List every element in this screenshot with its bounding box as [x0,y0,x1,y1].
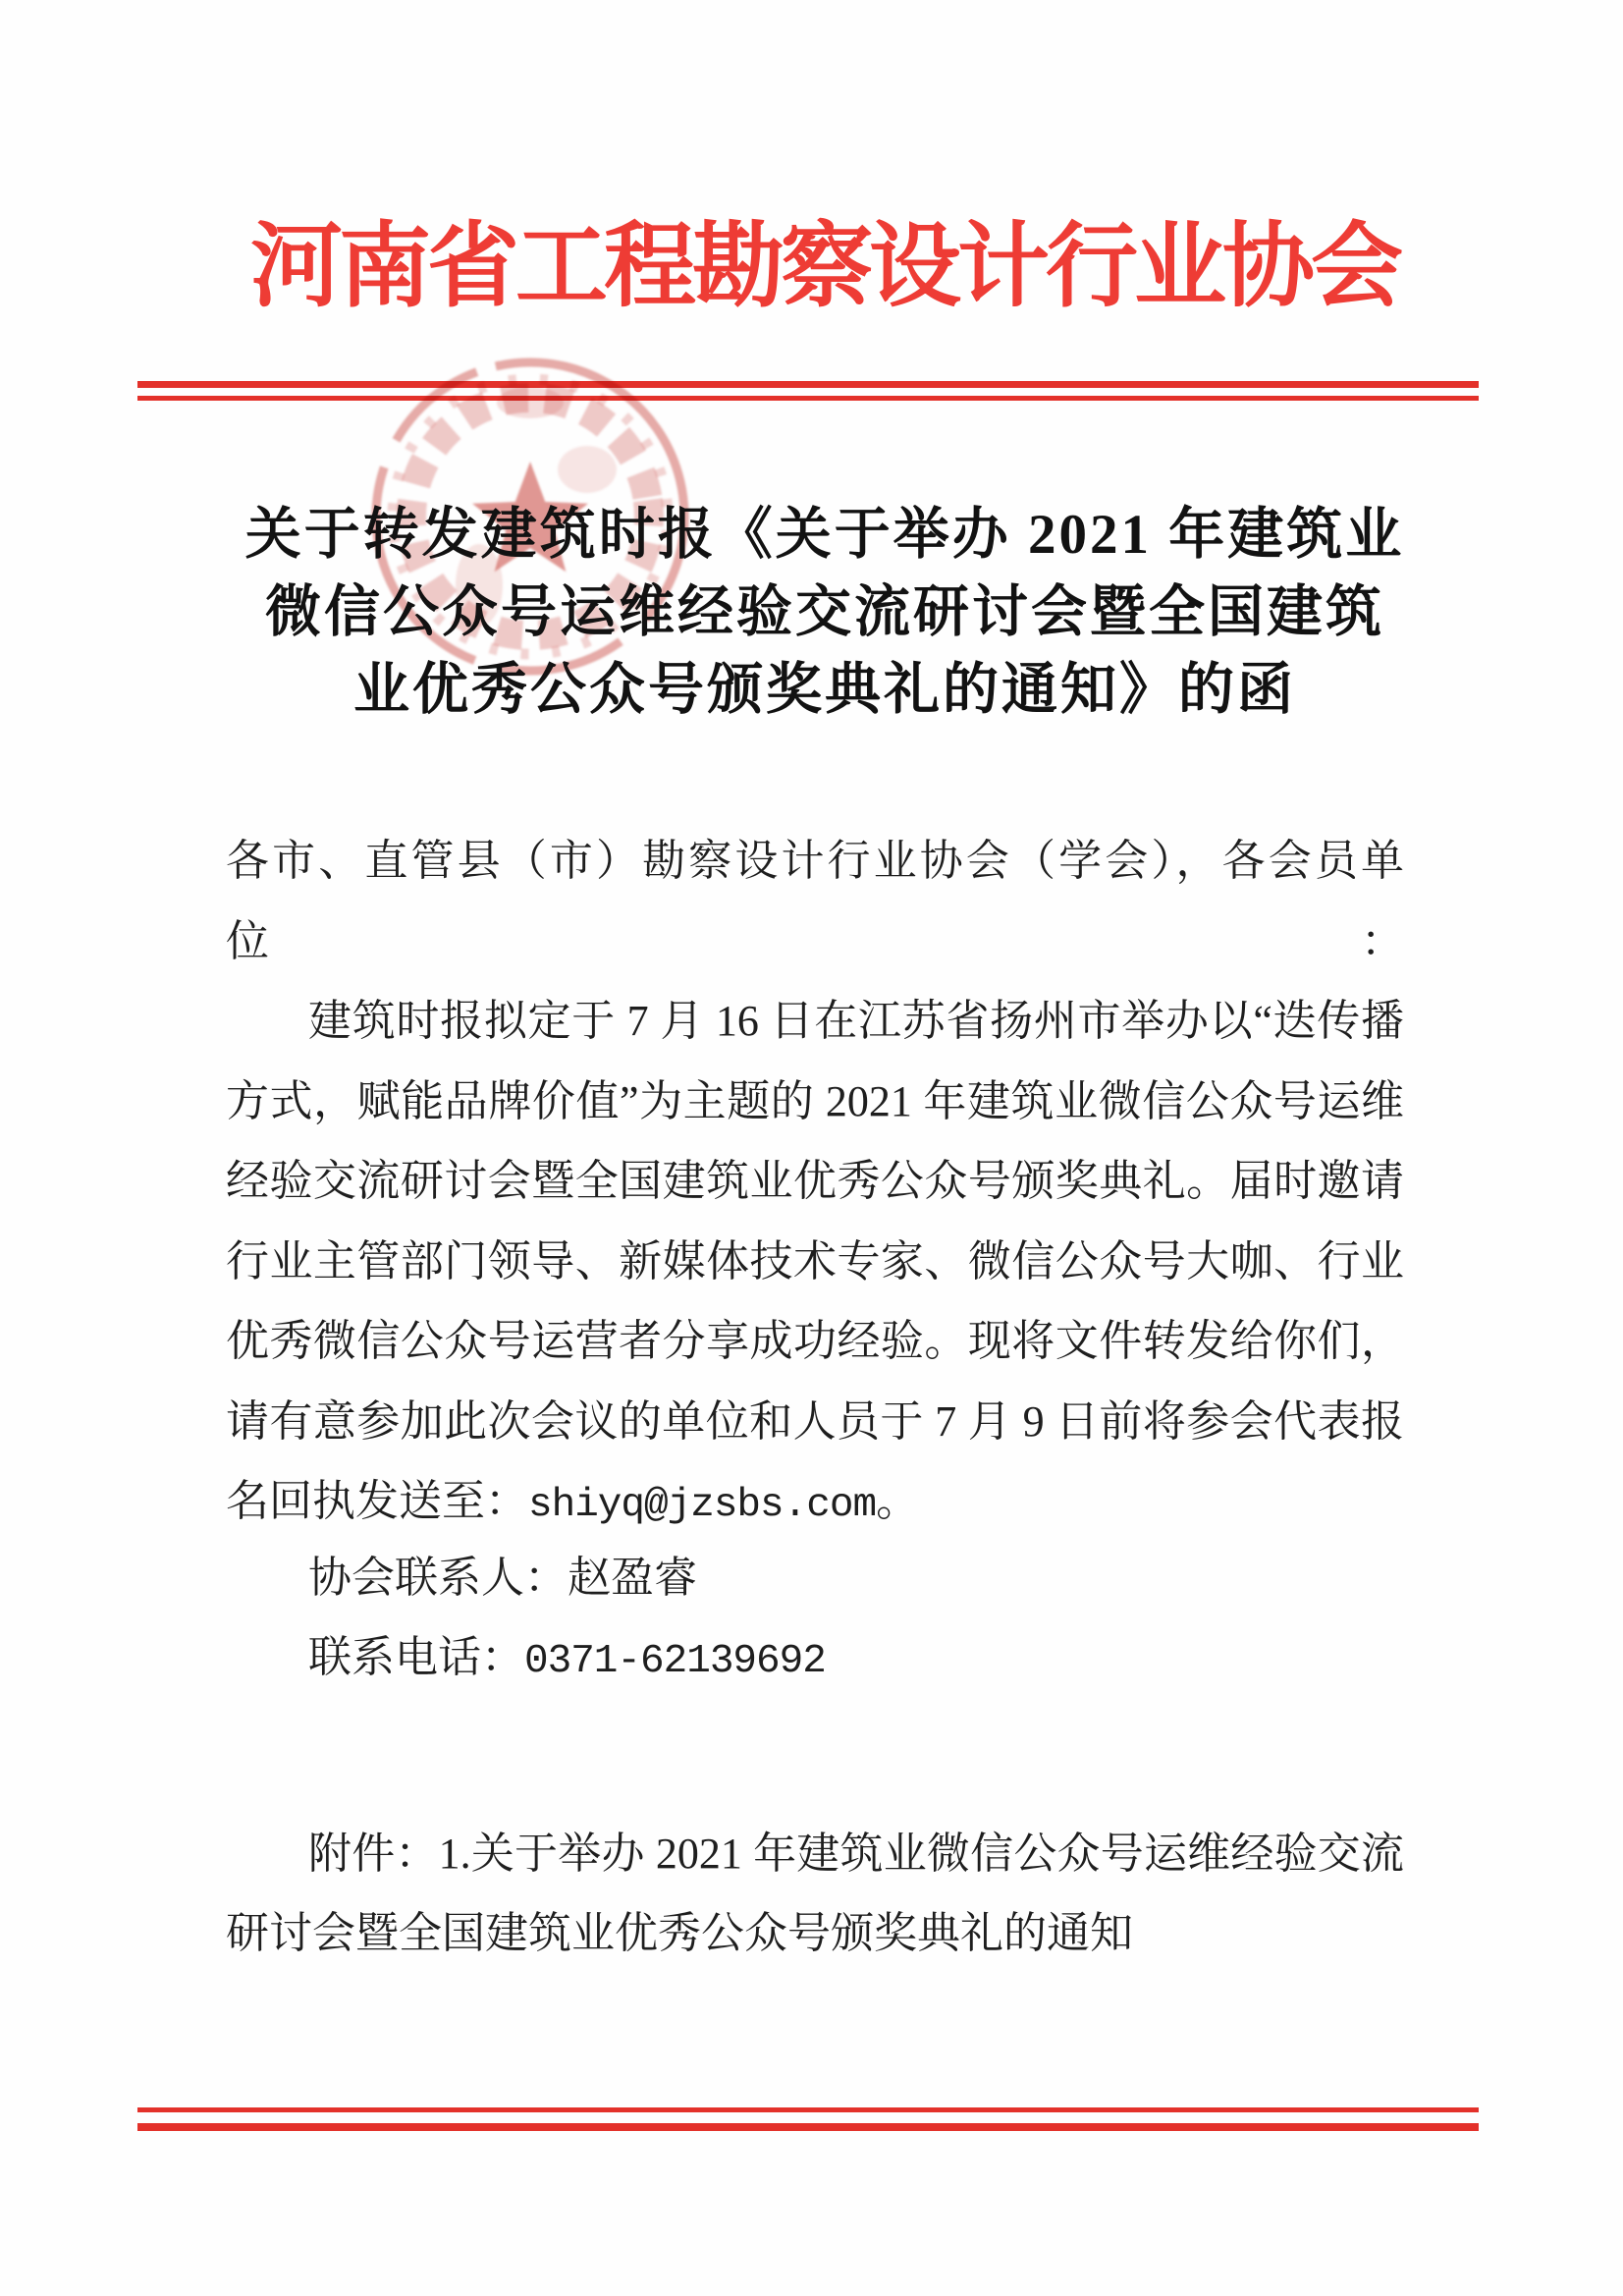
contact-phone-number: 0371-62139692 [524,1639,826,1684]
email-address: shiyq@jzsbs.com [528,1483,877,1528]
letterhead-org-name: 河南省工程勘察设计行业协会 [249,216,1399,318]
body-line: 建筑时报拟定于 7 月 16 日在江苏省扬州市举办以“迭传播 [308,997,1404,1045]
attachment-line: 研讨会暨全国建筑业优秀公众号颁奖典礼的通知 [226,1909,1133,1957]
attachment-block [226,1814,1404,1973]
contact-person-name: 赵盈睿 [568,1554,697,1602]
email-line [226,1461,1404,1547]
document-title [157,496,1492,729]
body-line: 优秀微信公众号运营者分享成功经验。现将文件转发给你们， [226,1317,1404,1365]
body-line: 请有意参加此次会议的单位和人员于 7 月 9 日前将参会代表报 [226,1396,1404,1446]
email-line-suffix: 。 [876,1477,920,1525]
contact-phone-label: 联系电话： [308,1633,524,1681]
contact-phone-line [226,1617,1404,1702]
body-paragraph [226,821,1404,1547]
salutation-line: 各市、直管县（市）勘察设计行业协会（学会），各会员单位： [226,837,1404,965]
body-line: 方式，赋能品牌价值”为主题的 2021 年建筑业微信公众号运维 [226,1076,1404,1125]
body-line: 经验交流研讨会暨全国建筑业优秀公众号颁奖典礼。届时邀请 [226,1157,1404,1205]
email-line-prefix: 名回执发送至： [226,1477,528,1525]
rule-thick-line [137,381,1479,388]
contact-person-line [226,1538,1404,1617]
header-double-rule [137,381,1479,401]
document-title-line: 微信公众号运维经验交流研讨会暨全国建筑 [265,581,1384,643]
body-line: 行业主管部门领导、新媒体技术专家、微信公众号大咖、行业 [226,1236,1404,1285]
document-title-line: 业优秀公众号颁奖典礼的通知》的函 [353,659,1296,721]
attachment-line: 附件：1.关于举办 2021 年建筑业微信公众号运维经验交流 [308,1830,1404,1878]
rule-thin-line [137,2107,1479,2112]
contact-person-label: 协会联系人： [308,1554,568,1602]
footer-double-rule [137,2107,1479,2131]
rule-thin-line [137,396,1479,401]
contact-block [226,1538,1404,1702]
document-title-line: 关于转发建筑时报《关于举办 2021 年建筑业 [244,504,1405,566]
rule-thick-line [137,2123,1479,2131]
